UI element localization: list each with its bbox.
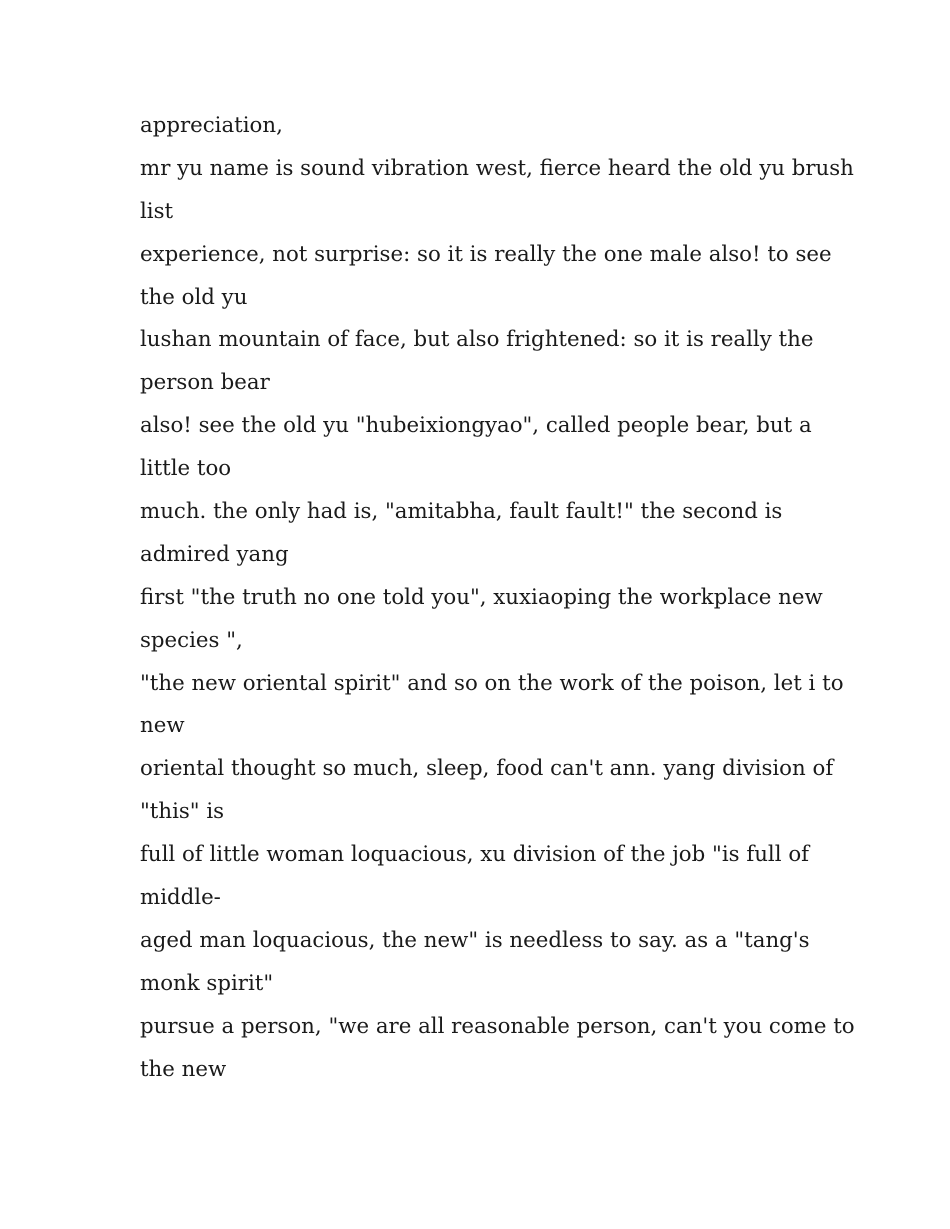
text-line: species ",	[140, 627, 243, 653]
text-line: full of little woman loquacious, xu division of the job "is full of	[140, 842, 810, 868]
text-line: experience, not surprise: so it is really the one male also! to see	[140, 241, 832, 267]
text-line: oriental thought so much, sleep, food can't ann. yang division of	[140, 756, 834, 782]
text-line: pursue a person, "we are all reasonable person, can't you come to	[140, 1013, 855, 1039]
text-line: the old yu	[140, 284, 248, 310]
text-line: middle-	[140, 885, 221, 911]
text-line: "the new oriental spirit" and so on the work of the poison, let i to	[140, 670, 844, 696]
text-line: list	[140, 198, 174, 224]
text-line: aged man loquacious, the new" is needless to say. as a "tang's	[140, 927, 810, 953]
text-line: new	[140, 713, 185, 739]
text-line: the new	[140, 1056, 227, 1082]
text-line: little too	[140, 456, 232, 482]
text-line: mr yu name is sound vibration west, fierce heard the old yu brush	[140, 155, 854, 181]
text-line: first "the truth no one told you", xuxiaoping the workplace new	[140, 584, 823, 610]
text-line: person bear	[140, 370, 270, 396]
text-line: much. the only had is, "amitabha, fault fault!" the second is	[140, 499, 783, 525]
text-line: also! see the old yu "hubeixiongyao", called people bear, but a	[140, 413, 812, 439]
body-text	[140, 105, 855, 1091]
text-line: monk spirit"	[140, 970, 274, 996]
text-line: "this" is	[140, 799, 225, 825]
text-line: admired yang	[140, 541, 289, 567]
text-line: appreciation,	[140, 113, 283, 138]
text-line: lushan mountain of face, but also frightened: so it is really the	[140, 327, 814, 353]
